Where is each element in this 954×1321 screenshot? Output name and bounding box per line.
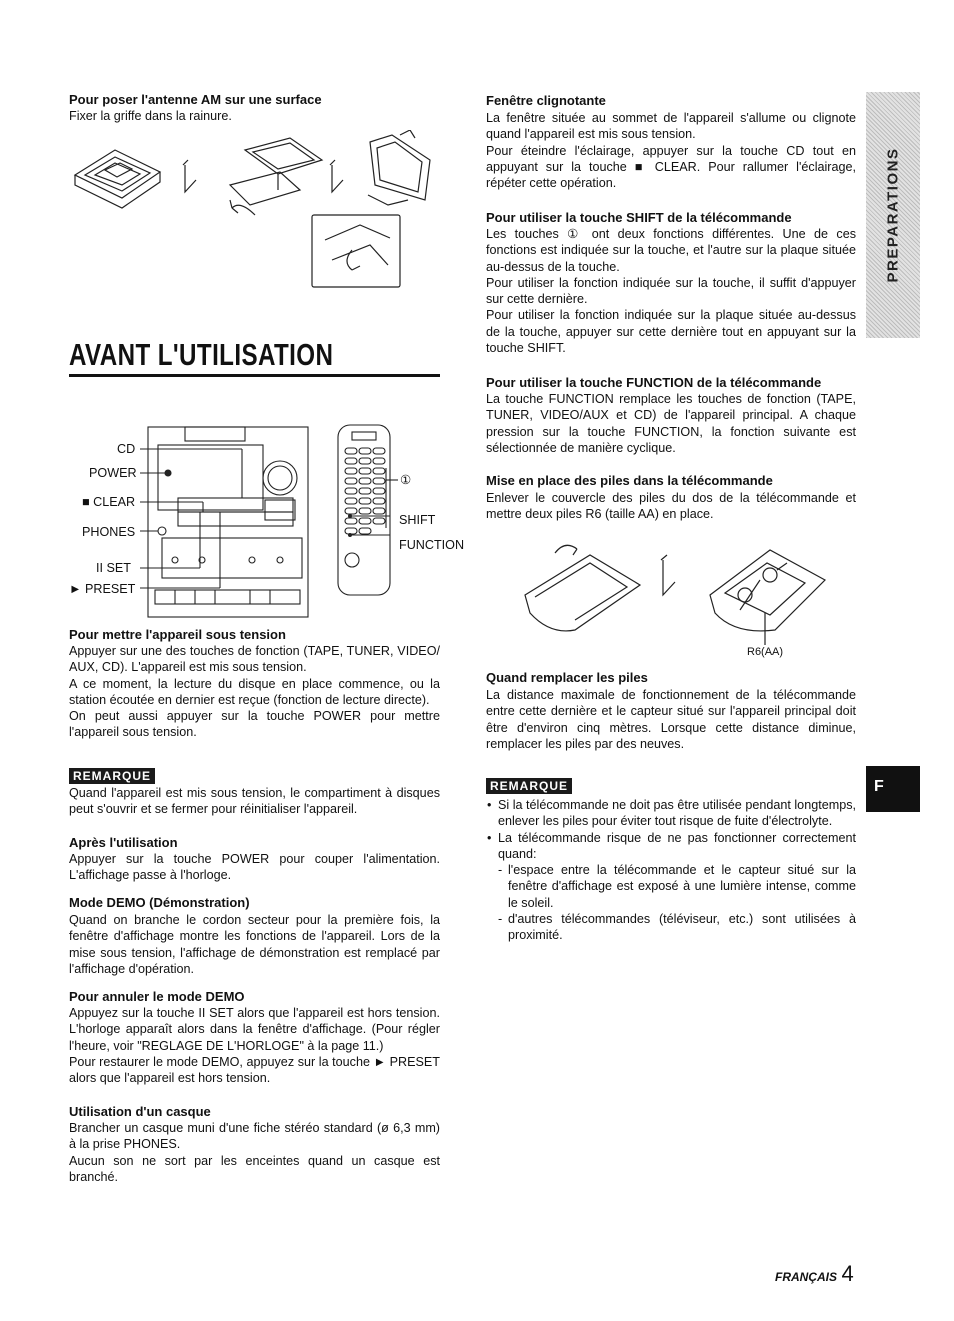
label-cd: CD [117, 442, 136, 456]
shift-p1: Les touches ① ont deux fonctions différentes. Une de ces fonctions est indiquée sur la touche, et l'autre sur la plaque située au-dessus de la touche. [486, 227, 856, 274]
annuler-p1: Appuyez sur la touche II SET alors que l'appareil est hors tension. L'horloge apparaît alors dans la fenêtre d'affichage. (Pour régler l'heure, voir "REGLAGE DE L'HORLOGE" à la page 11.) [69, 1006, 440, 1053]
sous-tension-heading: Pour mettre l'appareil sous tension [69, 627, 286, 642]
sous-tension-p3: On peut aussi appuyer sur la touche POWER pour mettre l'appareil sous tension. [69, 709, 440, 740]
label-remote-one: ① [400, 473, 412, 487]
annuler-p2: Pour restaurer le mode DEMO, appuyez sur la touche ► PRESET alors que l'appareil est hors tension. [69, 1054, 440, 1086]
language-tab-f [866, 766, 920, 812]
fenetre-heading: Fenêtre clignotante [486, 93, 606, 108]
note-sub-1: - l'espace entre la télécommande et le capteur situé sur la fenêtre d'affichage est exposé à une lumière intense, comme le soleil. [498, 862, 856, 911]
remarque-badge-right [486, 777, 572, 795]
casque-body [69, 1120, 440, 1185]
page-footer [775, 1261, 854, 1287]
label-phones: PHONES [82, 525, 136, 539]
apres-text: Appuyer sur la touche POWER pour couper l'alimentation. L'affichage passe à l'horloge. [69, 852, 440, 883]
label-function: FUNCTION [399, 538, 465, 552]
piles-text: Enlever le couvercle des piles du dos de la télécommande et mettre deux piles R6 (taille AA) en place. [486, 491, 856, 522]
apres-heading: Après l'utilisation [69, 835, 178, 850]
section-tab-preparations [866, 92, 920, 338]
demo-heading: Mode DEMO (Démonstration) [69, 895, 250, 910]
remarque-badge-left [69, 767, 155, 785]
language-tab-letter: F [874, 778, 884, 795]
label-set: II SET [96, 561, 131, 575]
label-shift: SHIFT [399, 513, 436, 527]
fenetre-p1: La fenêtre située au sommet de l'appareil s'allume ou clignote quand l'appareil est mis sous tension. [486, 111, 856, 142]
footer-language: FRANÇAIS [775, 1270, 837, 1284]
fenetre-p2: Pour éteindre l'éclairage, appuyer sur la touche CD tout en appuyant sur la touche ■ CLEAR. Pour rallumer l'éclairage, répéter cette opération. [486, 143, 856, 191]
casque-heading: Utilisation d'un casque [69, 1104, 211, 1119]
title-underline [69, 374, 440, 377]
annuler-body [69, 1005, 440, 1086]
casque-p1: Brancher un casque muni d'une fiche stéréo standard (ø 6,3 mm) à la prise PHONES. [69, 1121, 440, 1152]
antenne-heading: Pour poser l'antenne AM sur une surface [69, 92, 322, 107]
shift-p2: Pour utiliser la fonction indiquée sur la touche, il suffit d'appuyer sur cette dernière. [486, 275, 856, 307]
sous-tension-p1: Appuyer sur une des touches de fonction (TAPE, TUNER, VIDEO/ AUX, CD). L'appareil est mis sous tension. [69, 644, 440, 675]
page-title: AVANT L'UTILISATION [69, 337, 334, 372]
am-antenna-illustration [70, 130, 440, 295]
shift-body [486, 226, 856, 356]
note-sub-2: - d'autres télécommandes (téléviseur, etc.) sont utilisées à proximité. [498, 911, 856, 944]
function-heading: Pour utiliser la touche FUNCTION de la télécommande [486, 375, 822, 390]
battery-label: R6(AA) [747, 646, 784, 658]
note-bullet-1: • Si la télécommande ne doit pas être utilisée pendant longtemps, enlever les piles pour éviter tout risque de fuite d'électrolyte. [486, 797, 856, 830]
antenne-text: Fixer la griffe dans la rainure. [69, 109, 232, 123]
notes-list [486, 797, 856, 862]
piles-heading: Mise en place des piles dans la télécommande [486, 473, 773, 488]
page-number: 4 [841, 1261, 854, 1286]
remplacer-heading: Quand remplacer les piles [486, 670, 648, 685]
remarque-notes-right [486, 797, 856, 944]
demo-text: Quand on branche le cordon secteur pour la première fois, la fenêtre d'affichage montre les fonctions de l'appareil. Lors de la mise sous tension, l'affichage de démonstration est remplacé par l'affichage d'opération. [69, 913, 440, 976]
remarque-text-left: Quand l'appareil est mis sous tension, le compartiment à disques peut s'ouvrir et se fermer pour réinitialiser l'appareil. [69, 786, 440, 817]
sous-tension-body [69, 643, 440, 741]
shift-p3: Pour utiliser la fonction indiquée sur la plaque située au-dessus de la touche, appuyer sur cette dernière tout en appuyant sur la touche SHIFT. [486, 308, 856, 356]
function-text: La touche FUNCTION remplace les touches de fonction (TAPE, TUNER, VIDEO/AUX et CD) de l'appareil principal. A chaque pression sur la touche FUNCTION, la fonction suivante est sélectionnée de manière cyclique. [486, 392, 856, 455]
label-clear: ■ CLEAR [82, 495, 136, 509]
label-preset: ► PRESET [69, 582, 136, 596]
remarque-label: REMARQUE [69, 768, 155, 784]
label-power: POWER [89, 466, 137, 480]
fenetre-body [486, 110, 856, 191]
annuler-heading: Pour annuler le mode DEMO [69, 989, 245, 1004]
note-bullet-2: • La télécommande risque de ne pas fonctionner correctement quand: [486, 830, 856, 863]
remarque-label: REMARQUE [486, 778, 572, 794]
shift-heading: Pour utiliser la touche SHIFT de la télécommande [486, 210, 792, 225]
notes-sublist [486, 862, 856, 943]
casque-p2: Aucun son ne sort par les enceintes quand un casque est branché. [69, 1153, 440, 1184]
battery-illustration [515, 535, 845, 645]
remplacer-text: La distance maximale de fonctionnement de la télécommande entre cette dernière et le capteur situé sur l'appareil principal doit être d'environ cinq mètres. Lorsque cette distance diminue, remplacer les piles par des neuves. [486, 688, 856, 751]
section-tab-label: PREPARATIONS [884, 147, 902, 283]
sous-tension-p2: A ce moment, la lecture du disque en place commence, ou la station écoutée en dernier est reçue (fonction de lecture directe). [69, 676, 440, 707]
